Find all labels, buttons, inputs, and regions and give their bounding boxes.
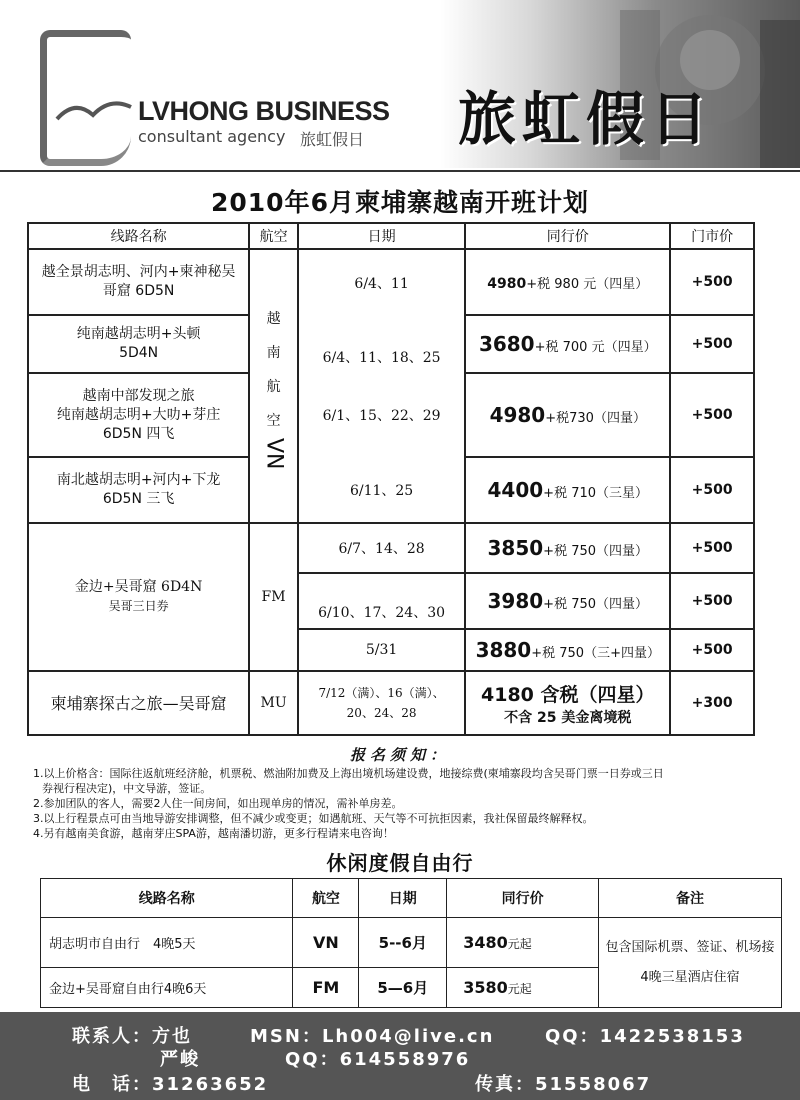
retail-price-cell: +500 <box>670 457 754 523</box>
date-cell: 6/1、15、22、29 <box>298 373 465 457</box>
remark-cell: 包含国际机票、签证、机场接 4晚三星酒店住宿 <box>599 918 782 1008</box>
airline-cell-vn: 越 南 航 空 VN <box>249 249 298 523</box>
table-row <box>28 457 754 523</box>
airline-cell: FM <box>293 968 359 1008</box>
price-cell: 3850+税 750（四量） <box>465 523 670 573</box>
route-cell: 金边+吴哥窟 6D4N 吴哥三日券 <box>28 523 249 671</box>
bird-icon <box>55 89 135 129</box>
retail-price-cell: +500 <box>670 629 754 671</box>
note-item: 4.另有越南美食游，越南芽庄SPA游，越南潘切游，更多行程请来电咨询！ <box>33 827 394 840</box>
table-row <box>28 249 754 315</box>
note-item: 1.以上价格含：国际往返航班经济舱，机票税、燃油附加费及上海出境机场建设费，地接综费(柬埔寨段均含吴哥门票一日券或三日 <box>33 767 664 780</box>
note-item: 3.以上行程景点可由当地导游安排调整，但不减少或变更；如遇航班、天气等不可抗拒因素，我社保留最终解释权。 <box>33 812 594 825</box>
fax-number: 传真：51558067 <box>475 1074 652 1095</box>
note-item: 2.参加团队的客人，需要2人住一间房间，如出现单房的情况，需补单房差。 <box>33 797 403 810</box>
route-cell: 柬埔寨探古之旅—吴哥窟 <box>28 671 249 735</box>
retail-price-cell: +500 <box>670 315 754 373</box>
price-cell: 3980+税 750（四量） <box>465 573 670 629</box>
price-cell: 3480元起 <box>447 918 599 968</box>
note-item: 券视行程决定)，中文导游，签证。 <box>42 782 212 795</box>
date-cell: 6/4、11 <box>298 249 465 315</box>
qq-contact: QQ：1422538153 <box>545 1026 745 1047</box>
column-header: 日期 <box>298 223 465 249</box>
table-header-row <box>41 879 782 918</box>
column-header: 航空 <box>293 879 359 918</box>
route-cell: 金边+吴哥窟自由行4晚6天 <box>41 968 293 1008</box>
airline-cell-mu: MU <box>249 671 298 735</box>
phone-number: 电 话：31263652 <box>72 1074 269 1095</box>
retail-price-cell: +500 <box>670 249 754 315</box>
route-cell: 胡志明市自由行 4晚5天 <box>41 918 293 968</box>
column-header: 日期 <box>359 879 447 918</box>
contact-footer <box>0 1012 800 1100</box>
tour-schedule-table <box>27 222 755 736</box>
brand-subtitle: consultant agency <box>138 127 286 146</box>
contact-person-2: 严峻 <box>160 1049 200 1070</box>
retail-price-cell: +500 <box>670 523 754 573</box>
table-row <box>41 918 782 968</box>
msn-contact: MSN：Lh004@live.cn <box>250 1026 495 1047</box>
column-header: 线路名称 <box>28 223 249 249</box>
logo-frame <box>40 30 131 166</box>
contact-person: 联系人：方也 <box>72 1026 192 1047</box>
column-header: 同行价 <box>465 223 670 249</box>
leisure-title: 休闲度假自由行 <box>326 851 474 875</box>
route-cell: 越全景胡志明、河内+柬神秘吴 哥窟 6D5N <box>28 249 249 315</box>
date-cell: 5--6月 <box>359 918 447 968</box>
date-cell: 5/31 <box>298 629 465 671</box>
price-cell: 4180 含税（四星） 不含 25 美金离境税 <box>465 671 670 735</box>
date-cell: 6/10、17、24、30 <box>298 573 465 629</box>
column-header: 同行价 <box>447 879 599 918</box>
airline-cell-fm: FM <box>249 523 298 671</box>
retail-price-cell: +500 <box>670 373 754 457</box>
table-header-row <box>28 223 754 249</box>
retail-price-cell: +500 <box>670 573 754 629</box>
banner-title: 旅虹假日 <box>458 85 715 153</box>
qq-contact-2: QQ：614558976 <box>285 1049 471 1070</box>
route-cell: 越南中部发现之旅 纯南越胡志明+大叻+芽庄 6D5N 四飞 <box>28 373 249 457</box>
column-header: 线路名称 <box>41 879 293 918</box>
page-title: 2010年6月柬埔寨越南开班计划 <box>211 188 589 217</box>
table-row <box>28 315 754 373</box>
date-cell: 6/4、11、18、25 <box>298 315 465 373</box>
price-cell: 3680+税 700 元（四星） <box>465 315 670 373</box>
column-header: 航空 <box>249 223 298 249</box>
brand-name: LVHONG BUSINESS <box>138 96 390 126</box>
price-cell: 4400+税 710（三星） <box>465 457 670 523</box>
route-cell: 南北越胡志明+河内+下龙 6D5N 三飞 <box>28 457 249 523</box>
table-row <box>28 373 754 457</box>
price-cell: 3580元起 <box>447 968 599 1008</box>
date-cell: 5—6月 <box>359 968 447 1008</box>
date-cell: 7/12（满）、16（满）、 20、24、28 <box>298 671 465 735</box>
brand-chinese: 旅虹假日 <box>300 130 365 149</box>
notes-title: 报名须知： <box>349 746 450 764</box>
price-cell: 4980+税730（四量） <box>465 373 670 457</box>
column-header: 备注 <box>599 879 782 918</box>
date-cell: 6/7、14、28 <box>298 523 465 573</box>
column-header: 门市价 <box>670 223 754 249</box>
table-row <box>28 523 754 573</box>
table-row <box>28 671 754 735</box>
header-banner <box>0 0 800 172</box>
date-cell: 6/11、25 <box>298 457 465 523</box>
route-cell: 纯南越胡志明+头顿 5D4N <box>28 315 249 373</box>
retail-price-cell: +300 <box>670 671 754 735</box>
price-cell: 4980+税 980 元（四星） <box>465 249 670 315</box>
airline-cell: VN <box>293 918 359 968</box>
leisure-table <box>40 878 782 1008</box>
price-cell: 3880+税 750（三+四量） <box>465 629 670 671</box>
